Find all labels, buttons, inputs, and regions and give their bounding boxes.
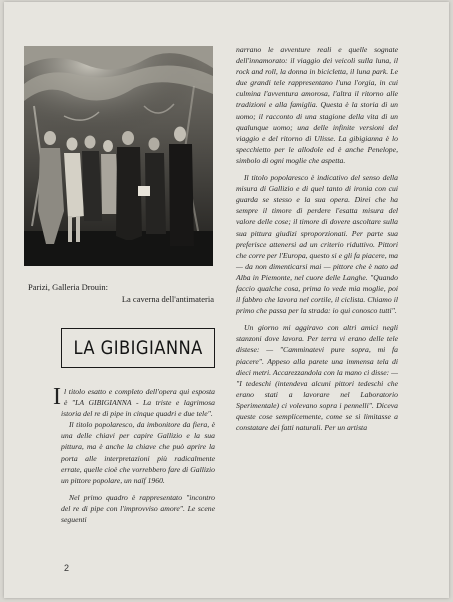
article-title: LA GIBIGIANNA bbox=[73, 337, 203, 359]
left-text-column bbox=[53, 384, 215, 525]
caption-location: Parizi, Galleria Drouin: bbox=[28, 282, 109, 292]
paragraph-first-scene: Nel primo quadro è rappresentato "incontro del re di pipe con l'improvviso amore". Le scene seguenti bbox=[61, 492, 215, 525]
paragraph-popular-title: Il titolo popolaresco è indicativo del senso della misura di Gallizio e di quel tanto di ironia con cui guarda se stesso e la sua opera. Direi che ha sempre il timore di perdere l'esatta misura del valore delle cose; il timore di dovere ascoltare sulla sua pittura giudizi sproporzionati. Per parte sua preferisce attenersi ad un criterio riduttivo. Pittori che corre per l'Europa, questo si e gli fa piacere, ma — da non dimenticarsi mai — pittore che è nato ad Alba in Piemonte, nel cuore delle Langhe. "Quando faccio qualche cosa, prima lo vede mia moglie, poi il fabbro che lavora nel cortile, il ciclista. Chiamo il primo che passa per la strada: io qui conosco tutti". bbox=[236, 173, 398, 316]
paragraph-intro bbox=[53, 384, 215, 419]
paragraph-intro-text: l titolo esatto e completo dell'opera qui esposta è "LA GIBIGIANNA - La triste e lagrimosa istoria del re di pipe in cinque quadri e due tele". bbox=[61, 387, 215, 419]
caption-title: La caverna dell'antimateria bbox=[121, 293, 214, 304]
gallery-photo bbox=[24, 46, 213, 266]
magazine-page bbox=[4, 2, 449, 598]
article-title-box bbox=[61, 328, 215, 368]
page-number: 2 bbox=[64, 563, 70, 573]
paragraph-continuation: narrano le avventure reali e quelle sognate dell'innamorato: il viaggio dei veicoli sulla luna, il rock and roll, la donna in bicicletta, il luna park. Le due grandi tele rappresentano l'una l'orgia, in cui culmina l'avventura amorosa, l'altra il ritorno alle tradizioni e alla famiglia. Questa è la storia di un uomo; il racconto di una stagione della vita di un qualunque uomo; una delle infinite versioni del viaggio e del ritorno di Ulisse. La gibigianna è lo specchietto per le allodole ed è anche Penelope, simbolo di ogni moglie che aspetta. bbox=[236, 45, 398, 165]
paragraph-studio-visit: Un giorno mi aggiravo con altri amici negli stanzoni dove lavora. Per terra vi erano delle tele distese: — "Camminatevi pure sopra, mi fa piacere". Appeso alla parete una immensa tela di dieci metri. Accarezzandola con la mano ci disse: — "I tedeschi (intendeva alcuni pittori tedeschi che erano stati a lavorare nel Laboratorio Sperimentale) ci volevano sopra i pennelli". Diceva queste cose semplicemente, come se si limitasse a constatare dei fatti naturali. Per un artista bbox=[236, 323, 398, 433]
gallery-photo-image bbox=[24, 46, 213, 266]
photo-caption bbox=[28, 282, 214, 305]
drop-cap: I bbox=[53, 384, 61, 410]
right-text-column bbox=[236, 44, 398, 433]
paragraph-title-note: Il titolo popolaresco, da imbonitore da fiera, è una delle chiavi per capire Galliziо e la sua pittura, ma è anche la chiave che può aprire la porta alle interpretazioni più radicalmente errate, quelle cioè che vorrebbero fare di Gallizio un pittore popolare, un naïf 1960. bbox=[61, 420, 215, 485]
